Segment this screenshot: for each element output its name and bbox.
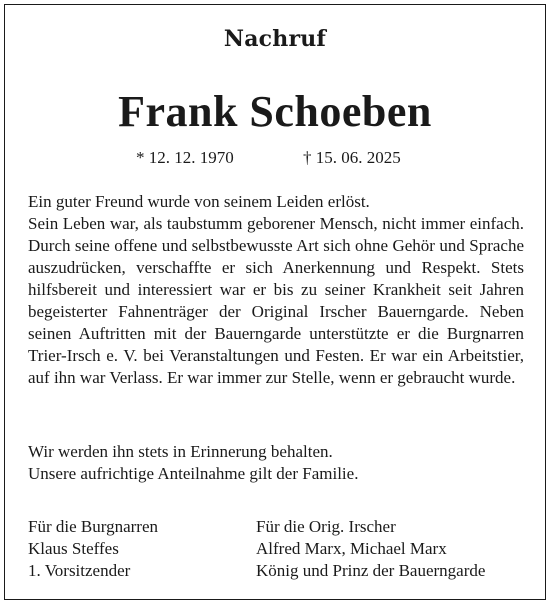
signature-right — [256, 516, 485, 582]
main-paragraph: Sein Leben war, als taubstumm geborener Mensch, nicht immer einfach. Durch seine offene und selbstbewusste Art sich ohne Gehör und Sprache auszudrücken, verschaffte er sich Anerkennung und Respekt. Stets hilfsbereit und interessiert war er bis zu seiner Krankheit seit Jahren begeisterter Fahnenträger der Original Irscher Bauerngarde. Neben seinen Auftritten mit der Bauerngarde unterstützte er die Burgnarren Trier-Irsch e. V. bei Veranstaltungen und Festen. Er war ein Arbeitstier, auf ihn war Verlass. Er war immer zur Stelle, wenn er gebraucht wurde. — [28, 214, 524, 387]
death-date: † 15. 06. 2025 — [303, 148, 401, 167]
signature-left — [28, 516, 158, 582]
closing-line-1: Wir werden ihn stets in Erinnerung behalten. — [28, 442, 333, 461]
closing-words — [28, 441, 528, 485]
life-dates — [0, 146, 550, 170]
closing-line-2: Unsere aufrichtige Anteilnahme gilt der Familie. — [28, 464, 359, 483]
opening-line: Ein guter Freund wurde von seinem Leiden erlöst. — [28, 192, 370, 211]
birth-date: * 12. 12. 1970 — [136, 148, 234, 167]
obituary-text — [28, 191, 524, 389]
signature-right-line-3: König und Prinz der Bauerngarde — [256, 561, 486, 580]
deceased-name: Frank Schoeben — [118, 87, 432, 136]
signature-right-line-1: Für die Orig. Irscher — [256, 517, 396, 536]
signature-right-line-2: Alfred Marx, Michael Marx — [256, 539, 447, 558]
heading: Nachruf — [223, 26, 327, 52]
signature-left-line-2: Klaus Steffes — [28, 539, 119, 558]
signature-left-line-1: Für die Burgnarren — [28, 517, 158, 536]
signature-left-line-3: 1. Vorsitzender — [28, 561, 131, 580]
